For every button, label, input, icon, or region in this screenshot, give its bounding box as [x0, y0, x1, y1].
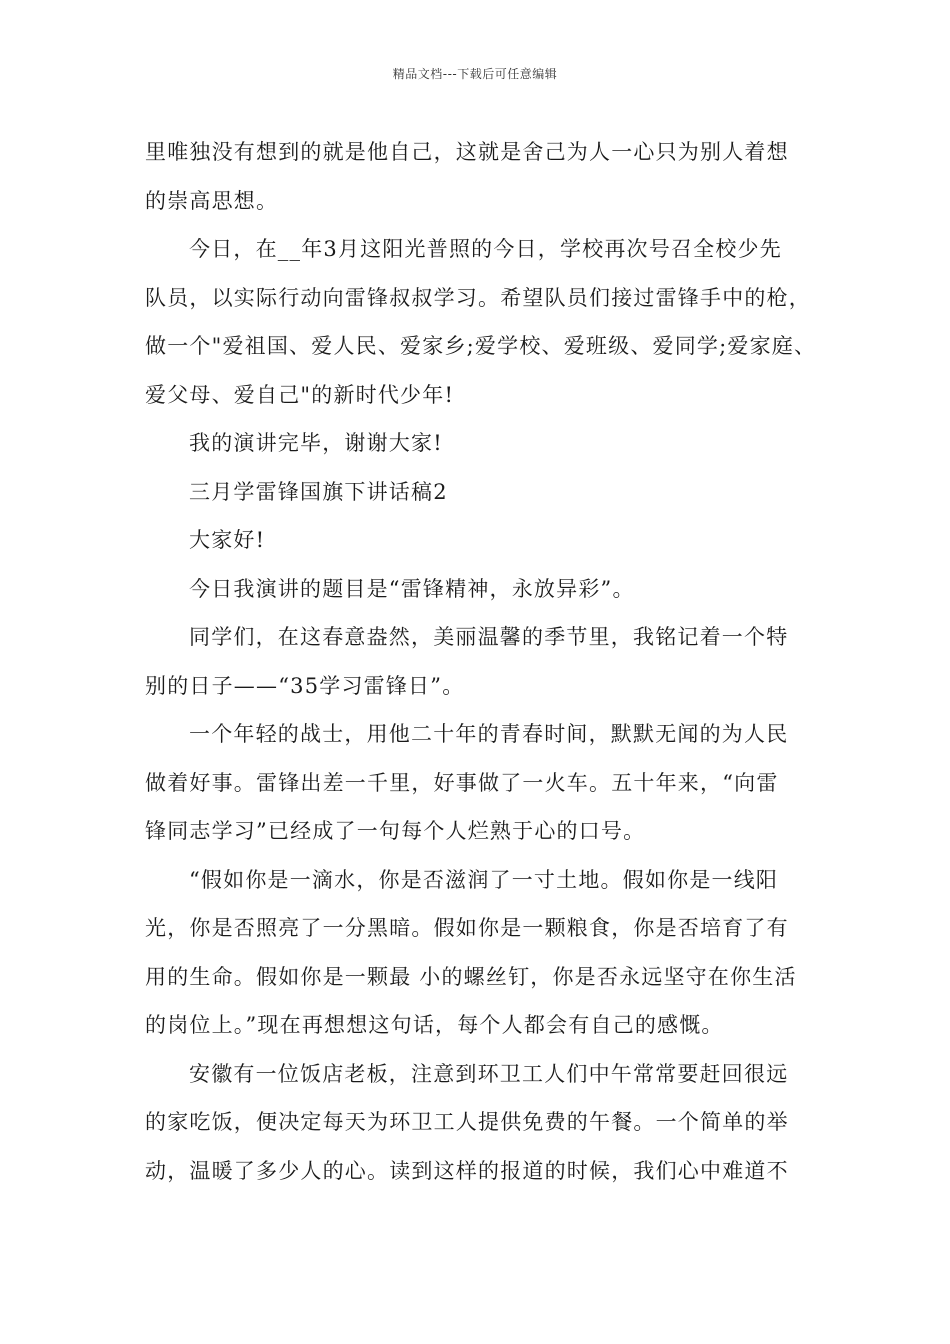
text-line: 的家吃饭，便决定每天为环卫工人提供免费的午餐。一个简单的举 [145, 1110, 789, 1134]
text-line: 安徽有一位饭店老板，注意到环卫工人们中午常常要赶回很远 [189, 1061, 789, 1086]
text-line: 爱父母、爱自己"的新时代少年! [145, 382, 455, 407]
text-line: 同学们，在这春意盎然，美丽温馨的季节里，我铭记着一个特 [189, 625, 789, 649]
page-header: 精品文档---下载后可任意编辑 [392, 67, 558, 81]
text-line: 做一个"爱祖国、爱人民、爱家乡;爱学校、爱班级、爱同学;爱家庭、 [145, 334, 817, 358]
text-line: 用的生命。假如你是一颗最 小的螺丝钉，你是否永远坚守在你生活 [145, 964, 797, 989]
text-line: 的岗位上。”现在再想想这句话，每个人都会有自己的感慨。 [145, 1013, 724, 1037]
text-line: 一个年轻的战士，用他二十年的青春时间，默默无闻的为人民 [189, 722, 789, 746]
text-line: 里唯独没有想到的就是他自己，这就是舍己为人一心只为别人着想 [145, 140, 789, 164]
text-line: 做着好事。雷锋出差一千里，好事做了一火车。五十年来，“向雷 [145, 770, 779, 795]
text-line: 动，温暖了多少人的心。读到这样的报道的时候，我们心中难道不 [145, 1158, 789, 1183]
text-line: “假如你是一滴水，你是否滋润了一寸土地。假如你是一线阳 [189, 867, 779, 892]
text-line: 光，你是否照亮了一分黑暗。假如你是一颗粮食，你是否培育了有 [145, 916, 789, 940]
text-line: 队员，以实际行动向雷锋叔叔学习。希望队员们接过雷锋手中的枪， [145, 285, 811, 310]
section-title: 三月学雷锋国旗下讲话稿2 [189, 479, 448, 504]
document-body [145, 128, 817, 1195]
text-line: 的崇高思想。 [145, 188, 279, 213]
text-line: 今日我演讲的题目是“雷锋精神，永放异彩”。 [189, 576, 635, 601]
text-line: 锋同志学习”已经成了一句每个人烂熟于心的口号。 [145, 819, 646, 843]
text-line: 大家好! [189, 528, 266, 552]
text-line: 别的日子——“35学习雷锋日”。 [145, 673, 465, 698]
text-line: 我的演讲完毕，谢谢大家! [189, 431, 443, 455]
text-line: 今日，在__年3月这阳光普照的今日，学校再次号召全校少先 [189, 237, 782, 261]
